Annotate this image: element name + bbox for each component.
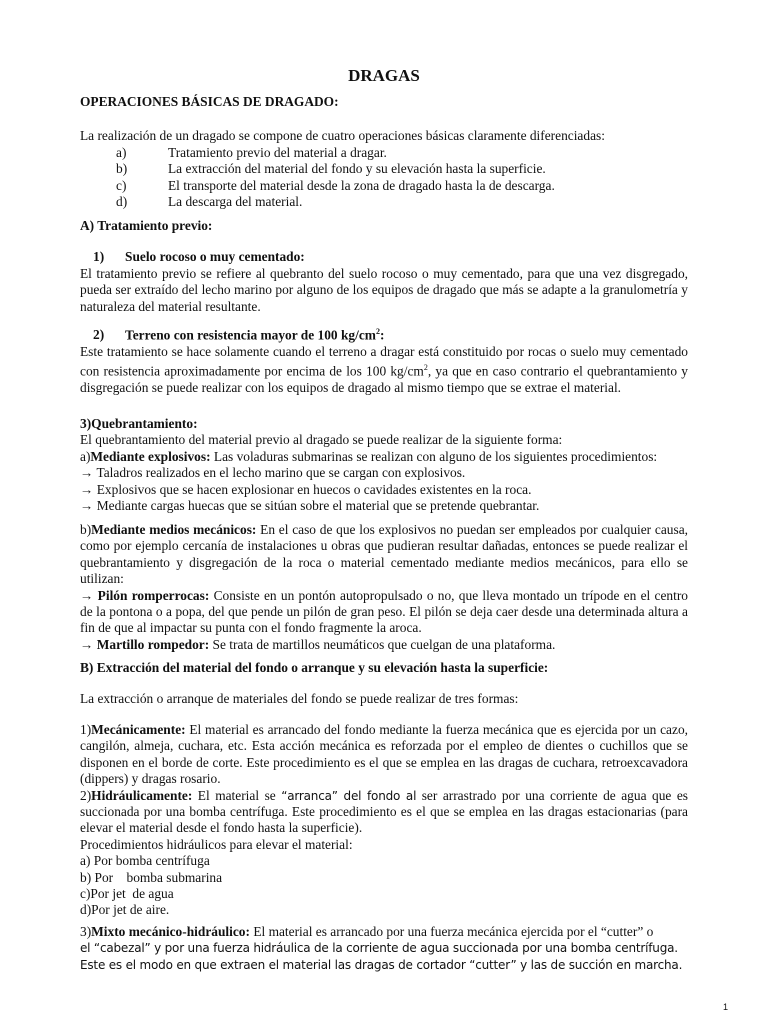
list-item: c)Por jet de agua	[80, 886, 174, 902]
list-item: → Mediante cargas huecas que se sitúan sobre el material que se pretende quebrantar.	[80, 498, 540, 514]
ops-heading: OPERACIONES BÁSICAS DE DRAGADO:	[80, 94, 339, 109]
list-item: a) Por bomba centrífuga	[80, 853, 210, 869]
subsection-3-title: 3)Quebrantamiento:	[80, 416, 198, 431]
section-b-intro: La extracción o arranque de materiales del fondo se puede realizar de tres formas:	[80, 691, 519, 707]
list-item: b) La extracción del material del fondo y su elevación hasta la superficie.	[116, 161, 546, 177]
ops-intro: La realización de un dragado se compone de cuatro operaciones básicas claramente diferenciadas:	[80, 128, 605, 144]
subsection-2-title: 2) Terreno con resistencia mayor de 100 $kg/cm^2$:	[93, 327, 385, 343]
list-item: → Explosivos que se hacen explosionar en huecos o cavidades existentes en la roca.	[80, 481, 532, 497]
method-mixed	[80, 924, 688, 973]
list-item: → Pilón romperrocas: Consiste en un pontón autopropulsado o no, que lleva montado un trípode en el centro de la pontona o a popa, del que pende un pilón de gran peso. El pilón se deja caer desde una determinada altura a fin de que al impactar su punta con el fondo fragmente la aroca.	[80, 587, 688, 636]
method-mixed-line1: 3)Mixto mecánico-hidráulico: El material es arrancado por una fuerza mecánica ejercida por el “cutter” o	[80, 924, 654, 939]
list-item: b) Por bomba submarina	[80, 869, 223, 885]
explosives-paragraph: a)Mediante explosivos: Las voladuras submarinas se realizan con alguno de los siguientes procedimientos:	[80, 448, 658, 464]
list-item: a) Tratamiento previo del material a dragar.	[116, 144, 387, 160]
subsection-1-text: El tratamiento previo se refiere al quebranto del suelo rocoso o muy cementado, para que una vez disgregado, pueda ser extraído del lecho marino por alguno de los equipos de dragado que más se adapte a la granulometría y naturaleza del material resultante.	[80, 265, 688, 314]
method-mixed-line2: el “cabezal” y por una fuerza hidráulica de la corriente de agua succionada por una bomba centrífuga.	[80, 941, 678, 956]
ops-list	[80, 145, 688, 211]
method-mixed-line3: Este es el modo en que extraen el material las dragas de cortador “cutter” y las de succión en marcha.	[80, 957, 683, 972]
list-item: → Taladros realizados en el lecho marino que se cargan con explosivos.	[80, 465, 466, 481]
subsection-1-title: 1) Suelo rocoso o muy cementado:	[93, 249, 305, 265]
section-a	[80, 218, 688, 315]
method-mechanical: 1)Mecánicamente: El material es arrancado del fondo mediante la fuerza mecánica que es ejercida por un cazo, cangilón, almeja, cuchara, etc. Esta acción mecánica es reforzada por el empleo de dientes o cuchillos que se disponen en el borde de corte. Este procedimiento es el que se emplea en las dragas de cuchara, retroexcavadora (dippers) y dragas rosario.	[80, 722, 688, 787]
section-b	[80, 660, 688, 708]
subsection-2-text: Este tratamiento se hace solamente cuando el terreno a dragar está constituido por rocas o suelo muy cementado con resistencia aproximadamente por encima de los 100 $kg/cm^2$, ya que en caso contrario el quebrantamiento y disgregación se puede realizar con los equipos de dragado al mismo tiempo que se extrae el material.	[80, 343, 688, 396]
ops-section	[80, 94, 688, 210]
list-item: d) La descarga del material.	[116, 194, 303, 210]
section-a-heading: A) Tratamiento previo:	[80, 218, 213, 233]
procedures-intro: Procedimientos hidráulicos para elevar el material:	[80, 836, 353, 852]
mechanical-paragraph: b)Mediante medios mecánicos: En el caso de que los explosivos no puedan ser empleados por cualquier causa, como por ejemplo cercanía de instalaciones u obras que pudieran resultar dañadas, entonces se puede realizar el quebrantamiento y disgregación de la roca o material cementado mediante medios mecánicos, para ello se utilizan:	[80, 522, 688, 587]
section-b-heading: B) Extracción del material del fondo o arranque y su elevación hasta la superficie:	[80, 660, 549, 675]
document-title: DRAGAS	[348, 66, 420, 85]
subsection-3-intro: El quebrantamiento del material previo al dragado se puede realizar de la siguiente forma:	[80, 432, 563, 448]
mechanical-section	[80, 522, 688, 653]
method-hydraulic: 2)Hidráulicamente: El material se “arranca” del fondo al ser arrastrado por una corriente de agua que es succionada por una bomba centrífuga. Este procedimiento es el que se emplea en las dragas estacionarias (para elevar el material desde el fondo hasta la superficie).	[80, 787, 688, 836]
list-item: d)Por jet de aire.	[80, 902, 170, 918]
methods	[80, 722, 688, 919]
page-number: 1	[722, 1002, 728, 1012]
subsection-3	[80, 416, 688, 514]
subsection-2	[80, 324, 688, 397]
list-item: c) El transporte del material desde la zona de dragado hasta la de descarga.	[116, 177, 555, 193]
list-item: → Martillo rompedor: Se trata de martillos neumáticos que cuelgan de una plataforma.	[80, 636, 556, 652]
